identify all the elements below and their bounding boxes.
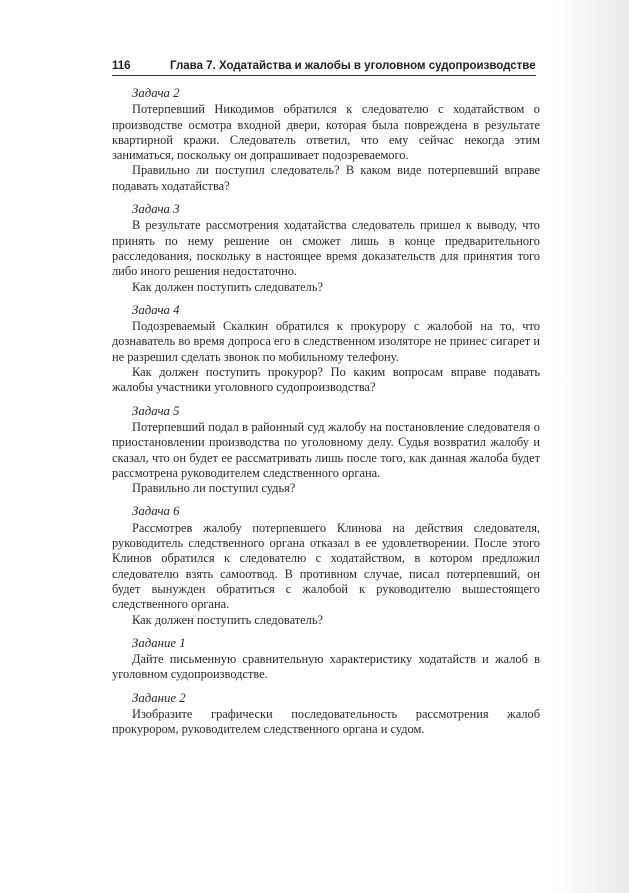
task-text: Потерпевший подал в районный суд жалобу на постановление следователя о приостановлении производства по уголовному делу. Судья возвратил жалобу и сказал, что он будет ее рассматривать лишь после того, как данная жалоба будет рассмотрена руководителем следственного органа. — [112, 419, 540, 480]
task-2 — [112, 86, 540, 194]
assignment-title: Задание 1 — [132, 635, 186, 650]
task-5 — [112, 404, 540, 497]
task-6 — [112, 504, 540, 627]
chapter-title: Глава 7. Ходатайства и жалобы в уголовном судопроизводстве — [170, 60, 536, 72]
task-question: Правильно ли поступил судья? — [132, 481, 296, 496]
assignment-1 — [112, 636, 540, 683]
task-3 — [112, 202, 540, 295]
task-question: Правильно ли поступил следователь? В каком виде потерпевший вправе подавать ходатайства? — [112, 163, 540, 193]
scan-shadow — [555, 0, 629, 893]
task-title: Задача 5 — [132, 403, 180, 418]
assignment-2 — [112, 691, 540, 738]
page-number: 116 — [112, 60, 131, 72]
assignment-title: Задание 2 — [132, 690, 186, 705]
task-text: Подозреваемый Скалкин обратился к прокурору с жалобой на то, что дознаватель во время допроса его в следственном изоляторе не принес сигарет и не разрешил сделать звонок по мобильному телефону. — [112, 319, 540, 364]
task-text: В результате рассмотрения ходатайства следователь пришел к выводу, что принять по нему решение он сможет лишь в конце предварительного расследования, поскольку в настоящее время доказательств для принятия того либо иного решения недостаточно. — [112, 218, 540, 279]
running-header — [112, 60, 536, 76]
task-question: Как должен поступить следователь? — [132, 279, 324, 294]
task-question: Как должен поступить следователь? — [132, 612, 324, 627]
assignment-text: Дайте письменную сравнительную характеристику ходатайств и жалоб в уголовном судопроизводстве. — [112, 652, 540, 682]
task-title: Задача 2 — [132, 86, 180, 100]
task-4 — [112, 303, 540, 396]
task-title: Задача 6 — [132, 504, 180, 519]
task-question: Как должен поступить прокурор? По каким вопросам вправе подавать жалобы участники уголовного судопроизводства? — [112, 365, 540, 395]
task-text: Рассмотрев жалобу потерпевшего Клинова на действия следователя, руководитель следственного органа отказал в ее удовлетворении. После этого Клинов обратился к следователю с ходатайством, в котором предложил следователю взять самоотвод. В противном случае, писал потерпевший, он будет вынужден обратиться с жалобой к руководителю вышестоящего следственного органа. — [112, 520, 540, 612]
task-title: Задача 3 — [132, 202, 180, 217]
task-title: Задача 4 — [132, 302, 180, 317]
task-text: Потерпевший Никодимов обратился к следователю с ходатайством о производстве осмотра входной двери, которая была повреждена в результате квартирной кражи. Следователь ответил, что ему сейчас некогда этим заниматься, поскольку он допрашивает подозреваемого. — [112, 102, 540, 163]
assignment-text: Изобразите графически последовательность рассмотрения жалоб прокурором, руководителем следственного органа и судом. — [112, 706, 540, 737]
page-body — [112, 86, 540, 746]
